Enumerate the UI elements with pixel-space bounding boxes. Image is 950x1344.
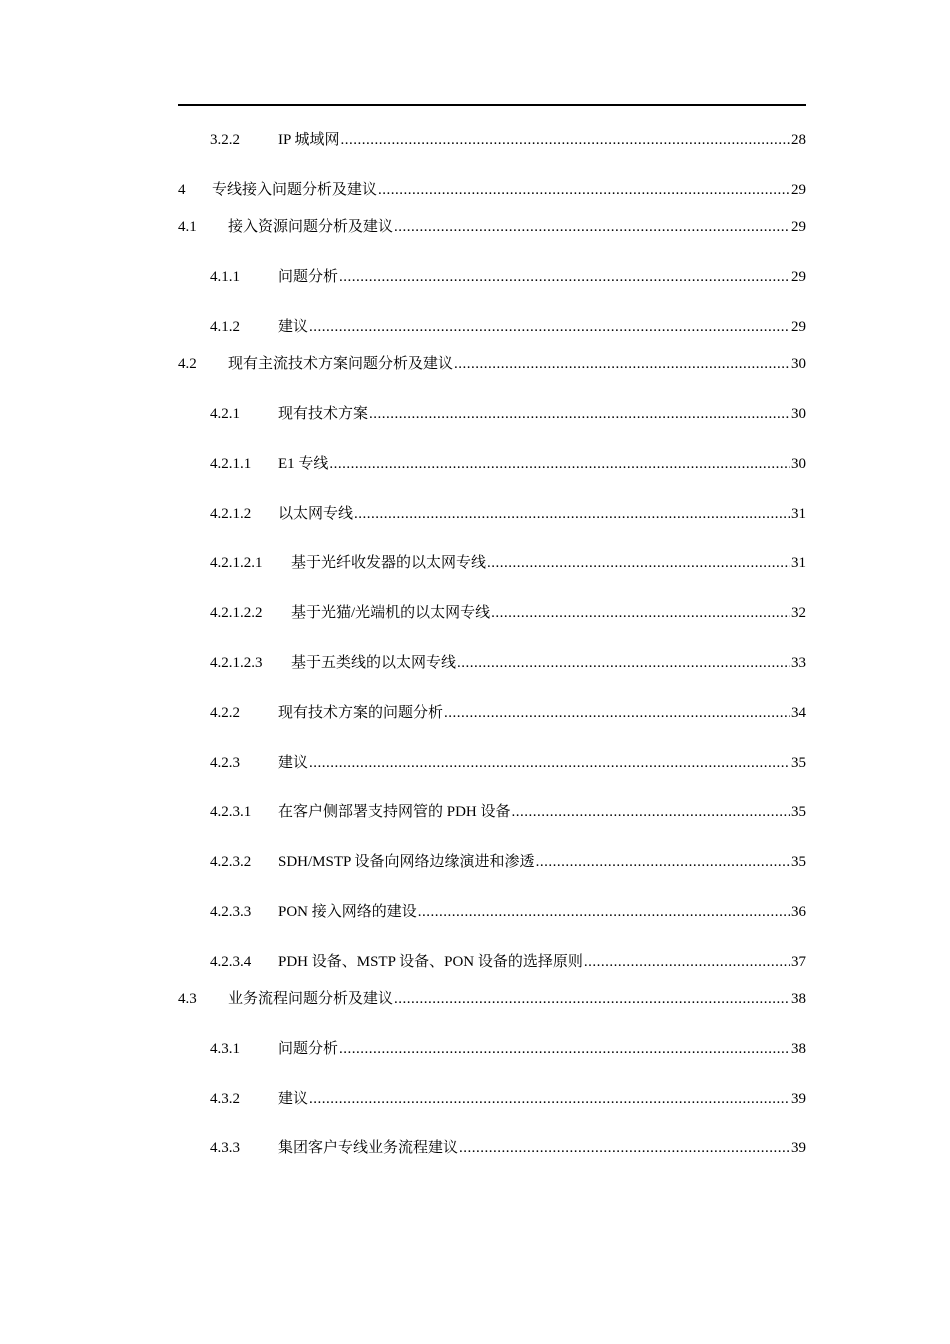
toc-page-number: 35 (791, 854, 806, 870)
toc-page-number: 39 (791, 1091, 806, 1107)
toc-number: 4.1.1 (210, 269, 240, 285)
toc-title: 问题分析 (278, 1041, 339, 1057)
dot-leader (354, 503, 790, 525)
dot-leader (444, 702, 790, 724)
toc-title: 建议 (278, 319, 309, 335)
toc-title: 集团客户专线业务流程建议 (278, 1140, 459, 1156)
dot-leader (394, 988, 790, 1010)
toc-page-number: 29 (791, 319, 806, 335)
toc-title: 业务流程问题分析及建议 (228, 991, 394, 1007)
toc-title: 建议 (278, 1091, 309, 1107)
toc-number: 4.2.2 (210, 705, 240, 721)
toc-title: 基于光猫/光端机的以太网专线 (291, 605, 491, 621)
toc-number: 4.2.3.1 (210, 804, 252, 820)
dot-leader (339, 266, 790, 288)
dot-leader (329, 453, 790, 475)
toc-title: 建议 (278, 755, 309, 771)
toc-page-number: 28 (791, 132, 806, 148)
toc-entry[interactable] (210, 951, 806, 973)
dot-leader (418, 901, 790, 923)
toc-title: 在客户侧部署支持网管的 PDH 设备 (278, 804, 511, 820)
toc-page-number: 29 (791, 269, 806, 285)
toc-entry[interactable] (178, 179, 806, 201)
toc-page-number: 30 (791, 456, 806, 472)
toc-page-number: 30 (791, 406, 806, 422)
toc-number: 4.2.1 (210, 406, 240, 422)
toc-entry[interactable] (210, 453, 806, 475)
toc-title: E1 专线 (278, 456, 329, 472)
toc-entry[interactable] (210, 752, 806, 774)
toc-page-number: 36 (791, 904, 806, 920)
toc-number: 4.2.1.1 (210, 456, 252, 472)
dot-leader (369, 403, 790, 425)
toc-number: 4.2.1.2 (210, 506, 252, 522)
toc-page-number: 29 (791, 182, 806, 198)
toc-title: PON 接入网络的建设 (278, 904, 417, 920)
toc-number: 4 (178, 182, 186, 198)
toc-title: 现有主流技术方案问题分析及建议 (228, 356, 454, 372)
toc-entry[interactable] (178, 353, 806, 375)
toc-number: 4.1 (178, 219, 197, 235)
toc-entry[interactable] (210, 552, 806, 574)
toc-entry[interactable] (210, 602, 806, 624)
toc-title: IP 城域网 (278, 132, 340, 148)
toc-title: 专线接入问题分析及建议 (212, 182, 378, 198)
dot-leader (378, 179, 790, 201)
dot-leader (459, 1137, 790, 1159)
dot-leader (454, 353, 790, 375)
toc-number: 4.2.3 (210, 755, 240, 771)
toc-page-number: 35 (791, 755, 806, 771)
toc-number: 4.1.2 (210, 319, 240, 335)
toc-entry[interactable] (178, 216, 806, 238)
dot-leader (487, 552, 790, 574)
toc-entry[interactable] (210, 129, 806, 151)
toc-entry[interactable] (210, 1088, 806, 1110)
dot-leader (457, 652, 790, 674)
toc-entry[interactable] (210, 801, 806, 823)
toc-number: 4.2.3.2 (210, 854, 252, 870)
toc-page-number: 34 (791, 705, 806, 721)
toc-title: 基于光纤收发器的以太网专线 (291, 555, 487, 571)
dot-leader (339, 1038, 790, 1060)
toc-number: 4.3 (178, 991, 197, 1007)
toc-entry[interactable] (210, 851, 806, 873)
toc-entry[interactable] (178, 988, 806, 1010)
toc-entry[interactable] (210, 266, 806, 288)
toc-entry[interactable] (210, 503, 806, 525)
toc-title: 基于五类线的以太网专线 (291, 655, 457, 671)
toc-entry[interactable] (210, 702, 806, 724)
toc-page-number: 37 (791, 954, 806, 970)
toc-number: 3.2.2 (210, 132, 240, 148)
toc-number: 4.2.1.2.2 (210, 605, 263, 621)
toc-page-number: 35 (791, 804, 806, 820)
toc-page-number: 38 (791, 991, 806, 1007)
toc-title: 现有技术方案 (278, 406, 369, 422)
toc-number: 4.3.1 (210, 1041, 240, 1057)
toc-title: 现有技术方案的问题分析 (278, 705, 444, 721)
toc-entry[interactable] (210, 1038, 806, 1060)
toc-page-number: 29 (791, 219, 806, 235)
dot-leader (309, 752, 790, 774)
dot-leader (536, 851, 790, 873)
toc-page-number: 33 (791, 655, 806, 671)
toc-page-number: 32 (791, 605, 806, 621)
toc-page-number: 31 (791, 555, 806, 571)
toc-number: 4.2.1.2.3 (210, 655, 263, 671)
toc-title: 接入资源问题分析及建议 (228, 219, 394, 235)
toc-number: 4.2.3.4 (210, 954, 252, 970)
toc-page-number: 38 (791, 1041, 806, 1057)
toc-entry[interactable] (210, 1137, 806, 1159)
toc-number: 4.3.2 (210, 1091, 240, 1107)
toc-page-number: 30 (791, 356, 806, 372)
toc-number: 4.2.1.2.1 (210, 555, 263, 571)
dot-leader (491, 602, 790, 624)
dot-leader (584, 951, 790, 973)
dot-leader (512, 801, 790, 823)
dot-leader (394, 216, 790, 238)
toc-entry[interactable] (210, 901, 806, 923)
toc-entry[interactable] (210, 403, 806, 425)
toc-number: 4.3.3 (210, 1140, 240, 1156)
toc-entry[interactable] (210, 316, 806, 338)
toc-page-number: 31 (791, 506, 806, 522)
toc-title: 问题分析 (278, 269, 339, 285)
dot-leader (341, 129, 790, 151)
toc-title: PDH 设备、MSTP 设备、PON 设备的选择原则 (278, 954, 583, 970)
toc-title: SDH/MSTP 设备向网络边缘演进和渗透 (278, 854, 535, 870)
toc-number: 4.2.3.3 (210, 904, 252, 920)
toc-title: 以太网专线 (278, 506, 354, 522)
dot-leader (309, 1088, 790, 1110)
toc-number: 4.2 (178, 356, 197, 372)
toc-page-number: 39 (791, 1140, 806, 1156)
dot-leader (309, 316, 790, 338)
toc-entry[interactable] (210, 652, 806, 674)
